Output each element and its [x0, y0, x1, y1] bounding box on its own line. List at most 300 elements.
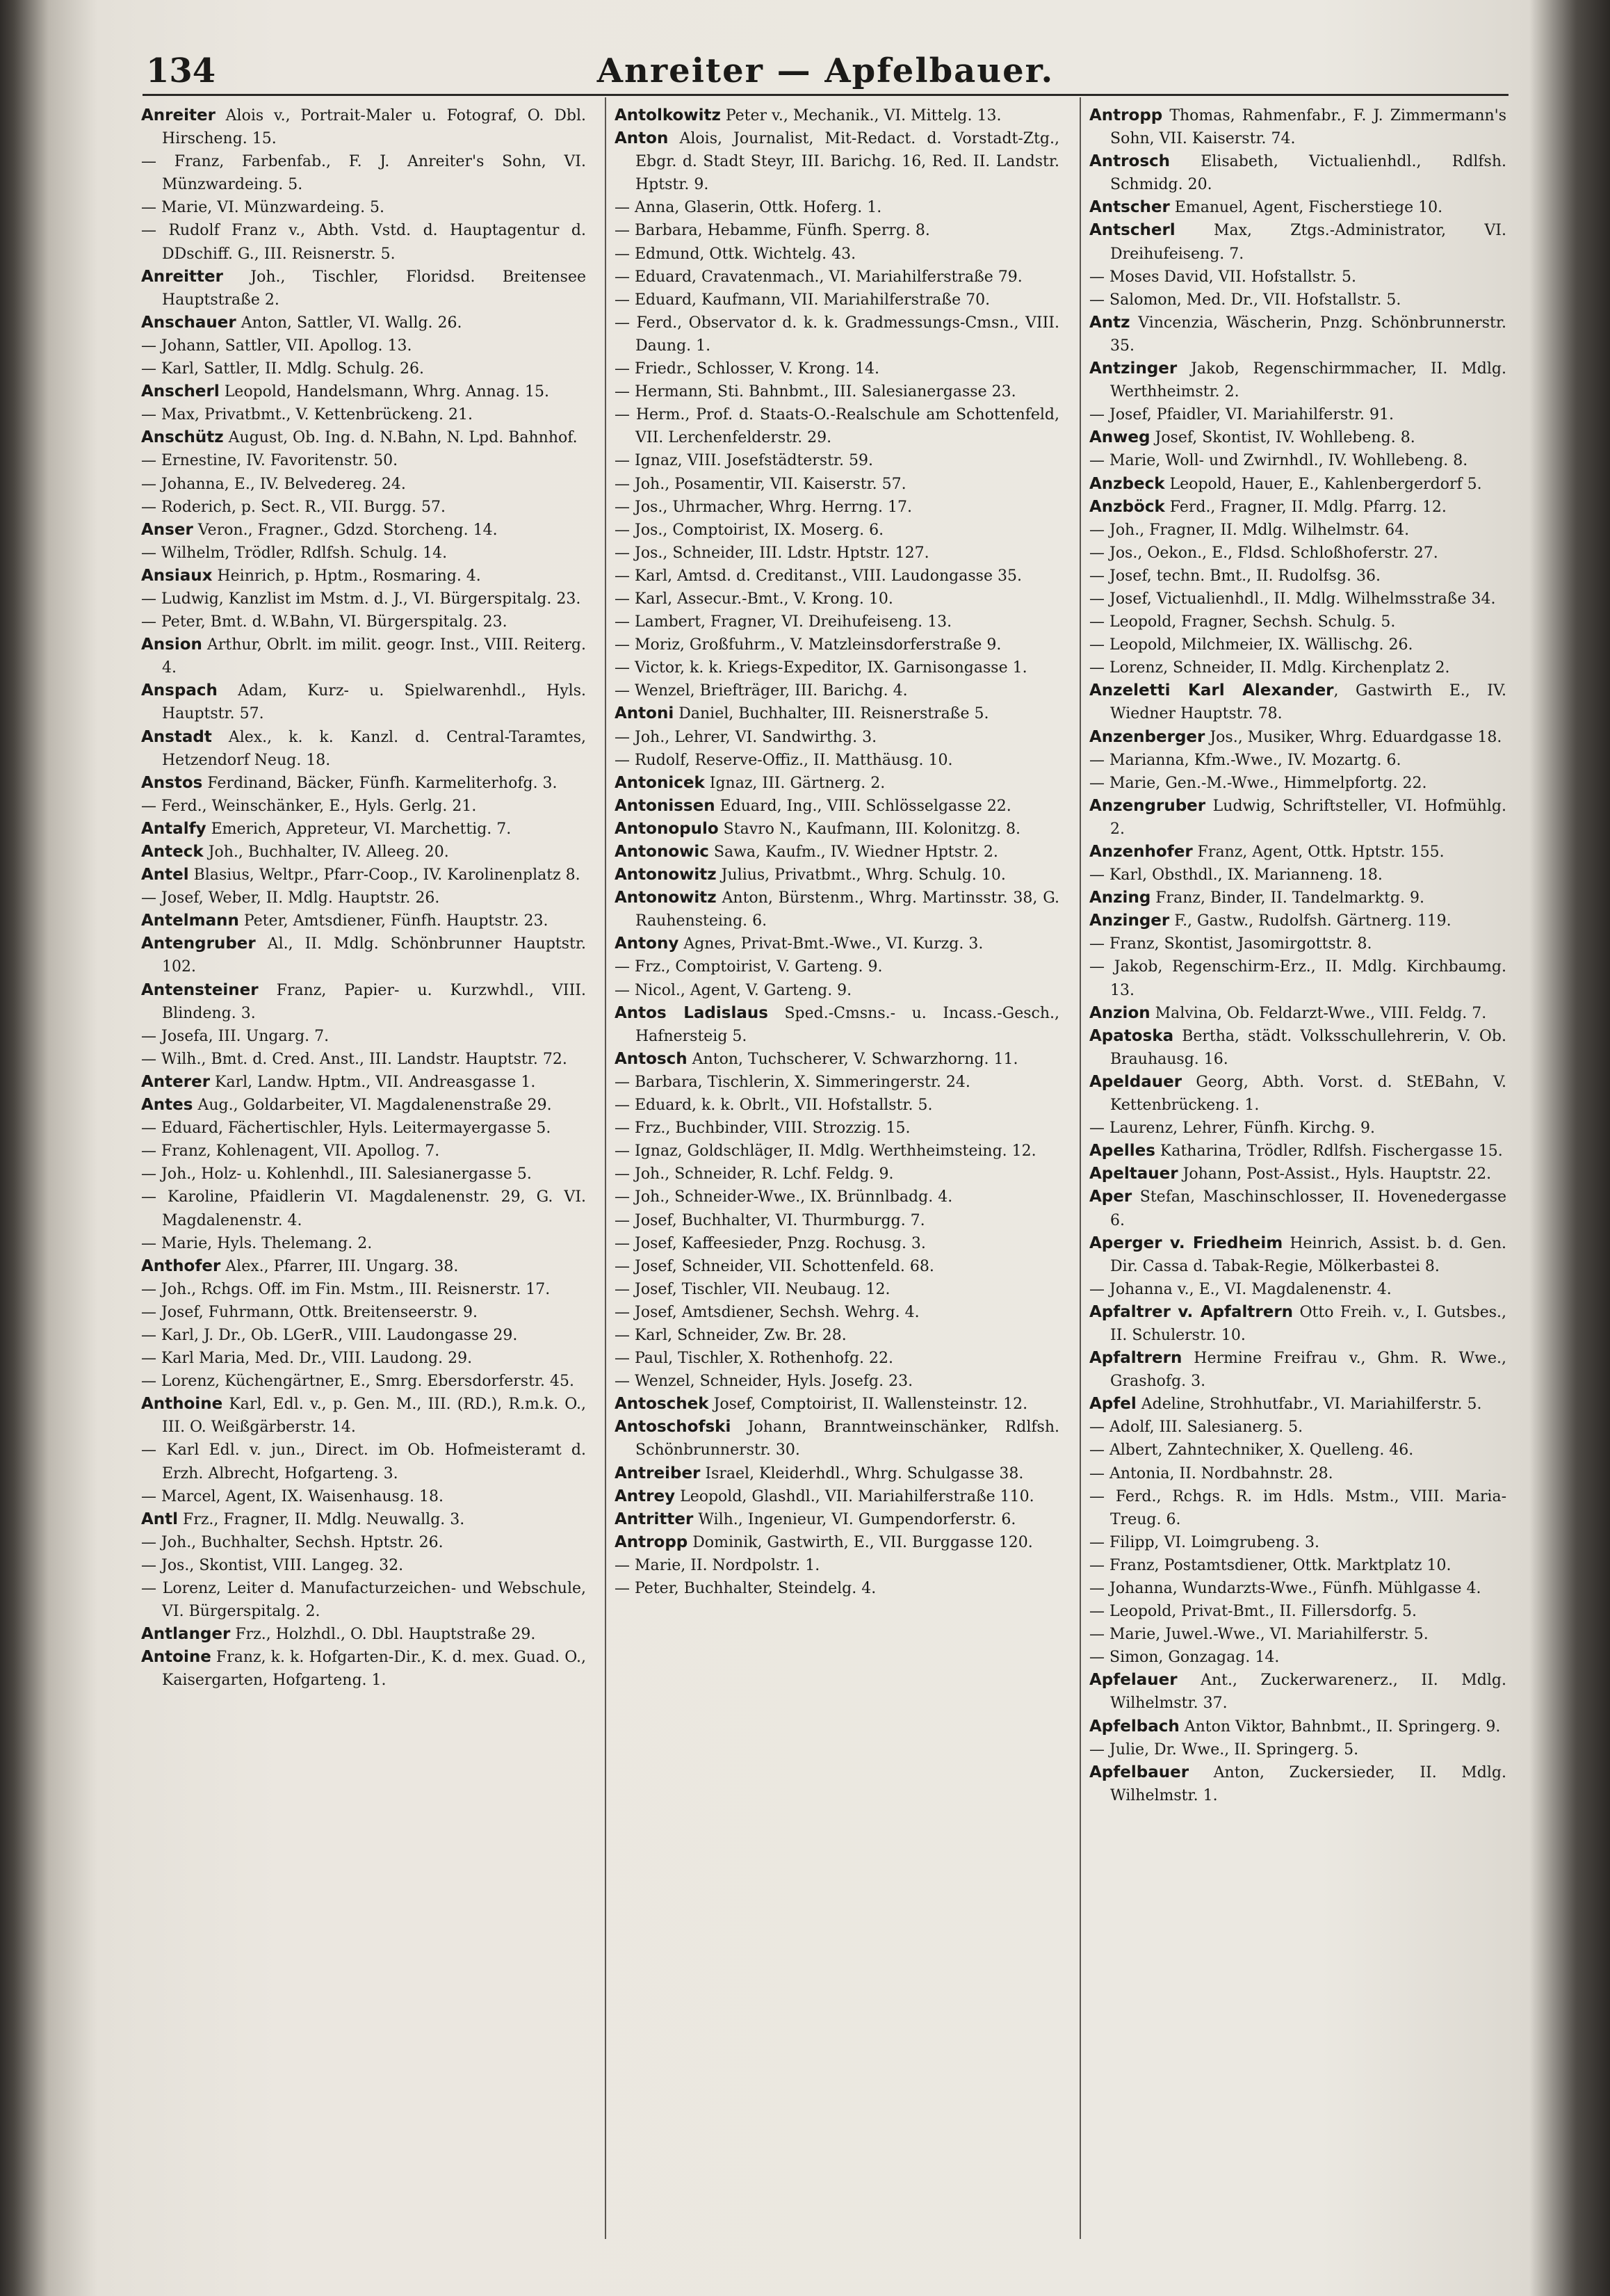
directory-entry — [615, 679, 1059, 702]
entry-surname: Anzenhofer — [1089, 843, 1193, 861]
entry-details: Israel, Kleiderhdl., Whrg. Schulgasse 38. — [700, 1464, 1024, 1482]
entry-details: Thomas, Rahmenfabr., F. J. Zimmermann's Sohn, VII. Kaiserstr. 74. — [1110, 107, 1506, 148]
entry-details: Leopold, Handelsmann, Whrg. Annag. 15. — [219, 383, 549, 401]
directory-entry — [615, 1347, 1059, 1370]
entry-surname: Antreiber — [615, 1464, 701, 1482]
directory-entry — [141, 357, 586, 380]
entry-details: — Marie, Hyls. Thelemang. 2. — [141, 1234, 373, 1252]
entry-details: — Franz, Postamtsdiener, Ottk. Marktplatz 10. — [1089, 1556, 1452, 1574]
entry-details: August, Ob. Ing. d. N.Bahn, N. Lpd. Bahnhof. — [223, 429, 578, 447]
entry-details: — Jos., Schneider, III. Ldstr. Hptstr. 127. — [615, 544, 929, 562]
entry-surname: Anreitter — [141, 267, 223, 286]
entry-surname: Antony — [615, 935, 679, 953]
entry-details: Otto Freih. v., I. Gutsbes., II. Schulerstr. 10. — [1110, 1303, 1506, 1344]
directory-entry — [615, 656, 1059, 679]
entry-details: — Josef, Schneider, VII. Schottenfeld. 68. — [615, 1257, 934, 1275]
directory-entry — [141, 196, 586, 219]
entry-details: Hermine Freifrau v., Ghm. R. Wwe., Grashofg. 3. — [1110, 1350, 1506, 1391]
directory-entry — [1089, 932, 1506, 955]
directory-entry — [1089, 588, 1506, 611]
directory-entry — [615, 1117, 1059, 1140]
entry-details: — Karl, Sattler, II. Mdlg. Schulg. 26. — [141, 360, 424, 378]
entry-surname: Anstadt — [141, 727, 212, 746]
entry-details: — Franz, Kohlenagent, VII. Apollog. 7. — [141, 1142, 440, 1161]
entry-details: Franz, Agent, Ottk. Hptstr. 155. — [1192, 843, 1445, 861]
directory-entry — [1089, 749, 1506, 772]
entry-details: Aug., Goldarbeiter, VI. Magdalenenstraße 29. — [193, 1097, 552, 1115]
entry-details: — Johann, Sattler, VII. Apollog. 13. — [141, 337, 412, 355]
entry-details: Ferdinand, Bäcker, Fünfh. Karmeliterhofg. 3. — [202, 774, 558, 792]
entry-surname: Antelmann — [141, 912, 239, 930]
entry-details: — Max, Privatbmt., V. Kettenbrückeng. 21. — [141, 406, 473, 424]
directory-entry — [615, 1094, 1059, 1117]
entry-details: — Lambert, Fragner, VI. Dreihufeiseng. 13. — [615, 613, 952, 631]
directory-entry — [1089, 289, 1506, 312]
entry-surname: Antropp — [615, 1533, 688, 1551]
entry-details: Agnes, Privat-Bmt.-Wwe., VI. Kurzg. 3. — [678, 935, 984, 953]
entry-details: — Marie, VI. Münzwardeing. 5. — [141, 199, 385, 217]
entry-details: — Leopold, Fragner, Sechsh. Schulg. 5. — [1089, 613, 1396, 631]
entry-details: — Joh., Lehrer, VI. Sandwirthg. 3. — [615, 728, 877, 746]
directory-entry — [141, 1439, 586, 1485]
entry-details: — Josef, techn. Bmt., II. Rudolfsg. 36. — [1089, 567, 1381, 585]
entry-details: — Edmund, Ottk. Wichtelg. 43. — [615, 245, 856, 263]
directory-entry — [615, 266, 1059, 289]
directory-column-3 — [1089, 104, 1506, 1807]
entry-surname: Antritter — [615, 1510, 694, 1528]
entry-details: Karl, Landw. Hptm., VII. Andreasgasse 1. — [210, 1073, 536, 1091]
entry-details: Frz., Holzhdl., O. Dbl. Hauptstraße 29. — [230, 1626, 536, 1644]
entry-details: Alex., k. k. Kanzl. d. Central-Taramtes, Hetzendorf Neug. 18. — [162, 728, 586, 769]
entry-details: — Salomon, Med. Dr., VII. Hofstallstr. 5. — [1089, 291, 1401, 309]
directory-entry — [141, 864, 586, 887]
entry-surname: Apelles — [1089, 1142, 1155, 1161]
entry-surname: Antengruber — [141, 935, 256, 953]
entry-details: — Ignaz, VIII. Josefstädterstr. 59. — [615, 452, 874, 470]
entry-details: — Josef, Weber, II. Mdlg. Hauptstr. 26. — [141, 889, 440, 907]
directory-entry — [615, 449, 1059, 472]
directory-entry — [141, 1554, 586, 1577]
directory-entry — [615, 1255, 1059, 1278]
entry-details: Malvina, Ob. Feldarzt-Wwe., VIII. Feldg. 7. — [1150, 1004, 1487, 1022]
directory-entry — [615, 1416, 1059, 1462]
header-rule — [143, 94, 1509, 96]
directory-entry — [141, 334, 586, 357]
directory-entry — [615, 726, 1059, 749]
entry-details: — Lorenz, Schneider, II. Mdlg. Kirchenplatz 2. — [1089, 659, 1450, 677]
directory-entry — [1089, 1554, 1506, 1577]
entry-details: — Barbara, Tischlerin, X. Simmeringerstr. 24. — [615, 1073, 970, 1091]
entry-details: Arthur, Obrlt. im milit. geogr. Inst., VIII. Reiterg. 4. — [162, 636, 586, 677]
entry-details: Stefan, Maschinschlosser, II. Hovenedergasse 6. — [1110, 1188, 1506, 1229]
directory-entry — [1089, 266, 1506, 289]
entry-surname: Anzbeck — [1089, 474, 1165, 493]
directory-entry — [615, 1462, 1059, 1485]
entry-details: Johann, Branntweinschänker, Rdlfsh. Schönbrunnerstr. 30. — [635, 1418, 1059, 1460]
entry-details: — Joh., Rchgs. Off. im Fin. Mstm., III. Reisnerstr. 17. — [141, 1280, 551, 1298]
entry-details: — Karl, Amtsd. d. Creditanst., VIII. Laudongasse 35. — [615, 567, 1022, 585]
entry-details: — Josef, Fuhrmann, Ottk. Breitenseerstr. 9. — [141, 1303, 478, 1321]
entry-details: — Josef, Buchhalter, VI. Thurmburgg. 7. — [615, 1211, 925, 1229]
directory-entry — [1089, 1117, 1506, 1140]
directory-entry — [141, 726, 586, 772]
directory-entry — [1089, 1669, 1506, 1715]
entry-details: — Wenzel, Briefträger, III. Barichg. 4. — [615, 682, 908, 700]
directory-entry — [1089, 542, 1506, 565]
entry-details: — Karoline, Pfaidlerin VI. Magdalenenstr. 29, G. VI. Magdalenenstr. 4. — [141, 1188, 586, 1229]
directory-entry — [1089, 565, 1506, 588]
entry-surname: Apfaltrer v. Apfaltrern — [1089, 1302, 1294, 1321]
entry-details: Jos., Musiker, Whrg. Eduardgasse 18. — [1205, 728, 1502, 746]
directory-entry — [615, 312, 1059, 357]
entry-surname: Anzenberger — [1089, 727, 1205, 746]
entry-surname: Anzengruber — [1089, 796, 1206, 815]
entry-details: — Ernestine, IV. Favoritenstr. 50. — [141, 452, 398, 470]
entry-details: — Laurenz, Lehrer, Fünfh. Kirchg. 9. — [1089, 1119, 1376, 1138]
directory-entry — [141, 611, 586, 633]
directory-entry — [615, 887, 1059, 932]
directory-entry — [615, 979, 1059, 1002]
entry-details: — Ignaz, Goldschläger, II. Mdlg. Werthheimsteing. 12. — [615, 1142, 1036, 1161]
entry-surname: Antosch — [615, 1049, 688, 1068]
directory-entry — [615, 1577, 1059, 1600]
directory-entry — [141, 979, 586, 1025]
entry-details: — Johanna, Wundarzts-Wwe., Fünfh. Mühlgasse 4. — [1089, 1580, 1481, 1597]
entry-surname: Anterer — [141, 1072, 211, 1091]
entry-surname: Antonissen — [615, 796, 715, 815]
directory-entry — [141, 1048, 586, 1071]
entry-details: — Marcel, Agent, IX. Waisenhausg. 18. — [141, 1487, 444, 1505]
directory-entry — [615, 633, 1059, 656]
entry-details: — Ferd., Observator d. k. k. Gradmessungs-Cmsn., VIII. Daung. 1. — [615, 314, 1059, 355]
directory-entry — [615, 1071, 1059, 1094]
entry-details: Joh., Buchhalter, IV. Alleeg. 20. — [203, 843, 449, 861]
entry-details: Heinrich, Assist. b. d. Gen. Dir. Cassa d. Tabak-Regie, Mölkerbastei 8. — [1110, 1234, 1506, 1275]
entry-surname: Antropp — [1089, 106, 1163, 124]
entry-details: — Marianna, Kfm.-Wwe., IV. Mozartg. 6. — [1089, 751, 1401, 769]
page-header — [146, 51, 1505, 100]
entry-details: Jakob, Regenschirmmacher, II. Mdlg. Werthheimstr. 2. — [1110, 360, 1506, 401]
directory-entry — [615, 519, 1059, 542]
entry-details: Wilh., Ingenieur, VI. Gumpendorferstr. 6. — [693, 1510, 1016, 1528]
entry-details: Blasius, Weltpr., Pfarr-Coop., IV. Karolinenplatz 8. — [188, 866, 580, 884]
entry-surname: Anzböck — [1089, 497, 1165, 516]
entry-surname: Antoine — [141, 1648, 211, 1667]
directory-entry — [141, 588, 586, 611]
directory-entry — [141, 1140, 586, 1163]
entry-details: — Antonia, II. Nordbahnstr. 28. — [1089, 1464, 1333, 1482]
entry-details: Ludwig, Schriftsteller, VI. Hofmühlg. 2. — [1110, 797, 1506, 838]
directory-entry — [615, 1301, 1059, 1324]
entry-surname: Anzion — [1089, 1003, 1150, 1022]
directory-entry — [141, 449, 586, 472]
running-title: Anreiter — Apfelbauer. — [596, 51, 1055, 90]
directory-entry — [615, 1140, 1059, 1163]
entry-details: — Nicol., Agent, V. Garteng. 9. — [615, 981, 852, 999]
directory-column-2 — [615, 104, 1059, 1600]
entry-surname: Anser — [141, 520, 193, 539]
entry-details: Katharina, Trödler, Rdlfsh. Fischergasse 15. — [1155, 1142, 1503, 1161]
directory-entry — [615, 243, 1059, 266]
directory-entry — [1089, 1163, 1506, 1186]
entry-details: — Jos., Oekon., E., Fldsd. Schloßhoferstr. 27. — [1089, 544, 1438, 562]
entry-details: — Jos., Comptoirist, IX. Moserg. 6. — [615, 521, 884, 539]
directory-entry — [1089, 1278, 1506, 1301]
directory-entry — [141, 841, 586, 864]
directory-entry — [615, 1485, 1059, 1508]
entry-details: Anton Viktor, Bahnbmt., II. Springerg. 9. — [1179, 1717, 1501, 1736]
entry-details: — Friedr., Schlosser, V. Krong. 14. — [615, 360, 879, 378]
directory-entry — [141, 1531, 586, 1554]
directory-entry — [1089, 312, 1506, 357]
entry-details: Sawa, Kaufm., IV. Wiedner Hptstr. 2. — [708, 843, 998, 861]
entry-details: — Eduard, k. k. Obrlt., VII. Hofstallstr. 5. — [615, 1097, 933, 1115]
directory-entry — [1089, 1623, 1506, 1646]
directory-entry — [1089, 1738, 1506, 1761]
entry-details: — Josef, Pfaidler, VI. Mariahilferstr. 91. — [1089, 406, 1394, 424]
directory-entry — [1089, 841, 1506, 864]
directory-entry — [1089, 104, 1506, 150]
entry-details: Daniel, Buchhalter, III. Reisnerstraße 5. — [674, 705, 989, 723]
entry-details: — Albert, Zahntechniker, X. Quelleng. 46. — [1089, 1441, 1414, 1460]
entry-surname: Antoschek — [615, 1395, 709, 1414]
entry-details: — Barbara, Hebamme, Fünfh. Sperrg. 8. — [615, 222, 930, 240]
entry-details: Johann, Post-Assist., Hyls. Hauptstr. 22. — [1178, 1165, 1492, 1183]
directory-entry — [1089, 357, 1506, 403]
entry-details: — Leopold, Privat-Bmt., II. Fillersdorfg. 5. — [1089, 1603, 1417, 1621]
entry-surname: Antonopulo — [615, 819, 719, 838]
entry-details: Adam, Kurz- u. Spielwarenhdl., Hyls. Hauptstr. 57. — [162, 682, 586, 723]
entry-surname: Anscherl — [141, 382, 220, 401]
directory-entry — [141, 1255, 586, 1278]
directory-entry — [615, 127, 1059, 196]
entry-details: — Hermann, Sti. Bahnbmt., III. Salesianergasse 23. — [615, 383, 1016, 401]
entry-details: Al., II. Mdlg. Schönbrunner Hauptstr. 102. — [162, 935, 586, 976]
entry-details: — Marie, Gen.-M.-Wwe., Himmelpfortg. 22. — [1089, 774, 1427, 792]
entry-details: — Johanna v., E., VI. Magdalenenstr. 4. — [1089, 1280, 1392, 1298]
directory-entry — [141, 1278, 586, 1301]
entry-surname: Anspach — [141, 681, 218, 700]
directory-entry — [141, 1025, 586, 1048]
directory-entry — [615, 1393, 1059, 1416]
directory-column-1 — [141, 104, 586, 1692]
entry-details: — Filipp, VI. Loimgrubeng. 3. — [1089, 1533, 1319, 1551]
directory-entry — [615, 955, 1059, 978]
directory-entry — [615, 104, 1059, 127]
entry-surname: Anstos — [141, 773, 203, 792]
directory-entry — [615, 1370, 1059, 1393]
directory-entry — [141, 1508, 586, 1531]
directory-entry — [615, 1163, 1059, 1186]
entry-surname: Apeldauer — [1089, 1072, 1182, 1091]
entry-surname: Antoschofski — [615, 1418, 731, 1437]
entry-details: — Wenzel, Schneider, Hyls. Josefg. 23. — [615, 1373, 913, 1391]
directory-entry — [615, 841, 1059, 864]
entry-surname: Antscher — [1089, 198, 1170, 217]
directory-entry — [615, 932, 1059, 955]
entry-details: Max, Ztgs.-Administrator, VI. Dreihufeiseng. 7. — [1110, 222, 1506, 263]
entry-surname: Antolkowitz — [615, 106, 721, 124]
entry-details: Anton, Tuchscherer, V. Schwarzhorng. 11. — [687, 1050, 1018, 1068]
entry-surname: Anweg — [1089, 428, 1150, 447]
entry-surname: Antz — [1089, 313, 1130, 332]
entry-details: Veron., Fragner., Gdzd. Storcheng. 14. — [193, 521, 498, 539]
directory-entry — [1089, 519, 1506, 542]
entry-surname: Antonowic — [615, 843, 709, 861]
directory-entry — [141, 266, 586, 312]
directory-entry — [1089, 1186, 1506, 1231]
column-divider — [1080, 97, 1081, 2239]
entry-details: — Joh., Fragner, II. Mdlg. Wilhelmstr. 64. — [1089, 521, 1410, 539]
directory-entry — [141, 1117, 586, 1140]
entry-details: — Joh., Holz- u. Kohlenhdl., III. Salesianergasse 5. — [141, 1165, 532, 1183]
entry-surname: Apeltauer — [1089, 1165, 1178, 1183]
entry-details: — Marie, II. Nordpolstr. 1. — [615, 1556, 820, 1574]
directory-entry — [1089, 1002, 1506, 1025]
entry-surname: Antalfy — [141, 819, 206, 838]
entry-details: Stavro N., Kaufmann, III. Kolonitzg. 8. — [718, 820, 1021, 838]
entry-details: Ferd., Fragner, II. Mdlg. Pfarrg. 12. — [1164, 498, 1447, 516]
entry-surname: Anzing — [1089, 889, 1151, 907]
directory-entry — [1089, 196, 1506, 219]
directory-entry — [1089, 1232, 1506, 1278]
directory-entry — [141, 380, 586, 403]
entry-details: — Eduard, Fächertischler, Hyls. Leitermayergasse 5. — [141, 1119, 551, 1138]
entry-details: Ant., Zuckerwarenerz., II. Mdlg. Wilhelmstr. 37. — [1110, 1672, 1506, 1713]
directory-entry — [141, 1186, 586, 1231]
entry-details: — Anna, Glaserin, Ottk. Hoferg. 1. — [615, 199, 882, 217]
entry-details: Elisabeth, Victualienhdl., Rdlfsh. Schmidg. 20. — [1110, 153, 1506, 194]
entry-details: — Moriz, Großfuhrm., V. Matzleinsdorferstraße 9. — [615, 636, 1002, 654]
directory-entry — [1089, 1600, 1506, 1623]
directory-entry — [615, 542, 1059, 565]
directory-entry — [1089, 496, 1506, 519]
directory-entry — [615, 1209, 1059, 1232]
directory-entry — [615, 289, 1059, 312]
directory-entry — [141, 1646, 586, 1692]
directory-entry — [1089, 449, 1506, 472]
directory-entry — [615, 1232, 1059, 1255]
entry-details: — Julie, Dr. Wwe., II. Springerg. 5. — [1089, 1740, 1359, 1759]
directory-entry — [615, 496, 1059, 519]
entry-surname: Anthoine — [141, 1395, 223, 1414]
directory-entry — [615, 1186, 1059, 1208]
directory-entry — [141, 1347, 586, 1370]
entry-surname: Apfelauer — [1089, 1671, 1178, 1690]
entry-details: — Eduard, Cravatenmach., VI. Mariahilferstraße 79. — [615, 268, 1023, 286]
directory-entry — [1089, 150, 1506, 196]
entry-details: — Karl, Schneider, Zw. Br. 28. — [615, 1326, 847, 1344]
directory-entry — [615, 818, 1059, 841]
directory-entry — [1089, 1715, 1506, 1738]
entry-details: — Karl Edl. v. jun., Direct. im Ob. Hofmeisteramt d. Erzh. Albrecht, Hofgarteng. 3. — [141, 1441, 586, 1482]
directory-entry — [615, 380, 1059, 403]
entry-details: — Karl, J. Dr., Ob. LGerR., VIII. Laudongasse 29. — [141, 1326, 518, 1344]
directory-entry — [141, 909, 586, 932]
entry-surname: Aperger v. Friedheim — [1089, 1234, 1283, 1252]
entry-surname: Apatoska — [1089, 1026, 1174, 1045]
entry-details: — Eduard, Kaufmann, VII. Mariahilferstraße 70. — [615, 291, 991, 309]
column-divider — [605, 97, 606, 2239]
entry-details: Franz, k. k. Hofgarten-Dir., K. d. mex. Guad. O., Kaisergarten, Hofgarteng. 1. — [162, 1649, 586, 1690]
entry-details: Emerich, Appreteur, VI. Marchettig. 7. — [206, 820, 512, 838]
directory-entry — [1089, 426, 1506, 449]
entry-details: — Johanna, E., IV. Belvedereg. 24. — [141, 475, 406, 493]
page-number: 134 — [146, 51, 216, 90]
directory-entry — [141, 1163, 586, 1186]
entry-details: — Karl, Obsthdl., IX. Marianneng. 18. — [1089, 866, 1383, 884]
directory-entry — [1089, 864, 1506, 887]
entry-surname: Ansion — [141, 636, 202, 654]
entry-surname: Anthofer — [141, 1256, 221, 1275]
entry-surname: Apfel — [1089, 1395, 1137, 1414]
entry-details: Adeline, Strohhutfabr., VI. Mariahilferstr. 5. — [1136, 1396, 1482, 1414]
entry-surname: Aper — [1089, 1188, 1132, 1206]
entry-details: Leopold, Glashdl., VII. Mariahilferstraße 110. — [675, 1487, 1034, 1505]
entry-details: — Marie, Woll- und Zwirnhdl., IV. Wohllebeng. 8. — [1089, 452, 1468, 470]
entry-details: Leopold, Hauer, E., Kahlenbergerdorf 5. — [1164, 475, 1482, 493]
entry-details: — Paul, Tischler, X. Rothenhofg. 22. — [615, 1350, 894, 1368]
entry-details: — Jakob, Regenschirm-Erz., II. Mdlg. Kirchbaumg. 13. — [1089, 958, 1506, 999]
directory-entry — [1089, 473, 1506, 496]
entry-details: Emanuel, Agent, Fischerstiege 10. — [1169, 199, 1443, 217]
entry-details: — Wilh., Bmt. d. Cred. Anst., III. Landstr. Hauptstr. 72. — [141, 1050, 567, 1068]
entry-details: Anton, Sattler, VI. Wallg. 26. — [236, 314, 462, 332]
entry-surname: Antl — [141, 1510, 179, 1528]
entry-surname: Antrosch — [1089, 152, 1171, 171]
directory-entry — [1089, 611, 1506, 633]
directory-entry — [1089, 1301, 1506, 1347]
directory-entry — [1089, 1416, 1506, 1439]
entry-details: — Joh., Schneider, R. Lchf. Feldg. 9. — [615, 1165, 894, 1183]
directory-entry — [141, 496, 586, 519]
directory-entry — [141, 887, 586, 909]
entry-details: Frz., Fragner, II. Mdlg. Neuwallg. 3. — [178, 1510, 465, 1528]
entry-details: — Ferd., Rchgs. R. im Hdls. Mstm., VIII. Maria-Treug. 6. — [1089, 1487, 1506, 1528]
directory-entry — [1089, 1393, 1506, 1416]
entry-details: — Karl, Assecur.-Bmt., V. Krong. 10. — [615, 590, 893, 608]
directory-entry — [1089, 772, 1506, 795]
directory-entry — [615, 795, 1059, 818]
directory-entry — [1089, 219, 1506, 265]
directory-entry — [1089, 1347, 1506, 1393]
directory-entry — [1089, 795, 1506, 841]
directory-entry — [141, 1232, 586, 1255]
entry-surname: Anteck — [141, 843, 204, 861]
entry-details: — Herm., Prof. d. Staats-O.-Realschule am Schottenfeld, VII. Lerchenfelderstr. 29. — [615, 406, 1059, 447]
entry-details: — Joh., Posamentir, VII. Kaiserstr. 57. — [615, 475, 906, 493]
directory-entry — [1089, 1761, 1506, 1807]
directory-entry — [141, 772, 586, 795]
directory-entry — [1089, 1485, 1506, 1531]
directory-entry — [1089, 679, 1506, 725]
directory-entry — [141, 679, 586, 725]
entry-details: — Frz., Buchbinder, VIII. Strozzig. 15. — [615, 1119, 911, 1138]
directory-entry — [141, 219, 586, 265]
entry-details: — Jos., Skontist, VIII. Langeg. 32. — [141, 1556, 404, 1574]
directory-entry — [615, 219, 1059, 242]
entry-details: — Josef, Kaffeesieder, Pnzg. Rochusg. 3. — [615, 1234, 926, 1252]
directory-entry — [141, 1370, 586, 1393]
directory-entry — [615, 565, 1059, 588]
directory-entry — [141, 633, 586, 679]
entry-details: Karl, Edl. v., p. Gen. M., III. (RD.), R.m.k. O., III. O. Weißgärberstr. 14. — [162, 1396, 586, 1437]
entry-surname: Antoni — [615, 704, 674, 723]
entry-details: — Franz, Skontist, Jasomirgottstr. 8. — [1089, 935, 1372, 953]
entry-details: — Jos., Uhrmacher, Whrg. Herrng. 17. — [615, 498, 912, 516]
entry-details: — Josefa, III. Ungarg. 7. — [141, 1027, 330, 1045]
directory-entry — [141, 1577, 586, 1623]
